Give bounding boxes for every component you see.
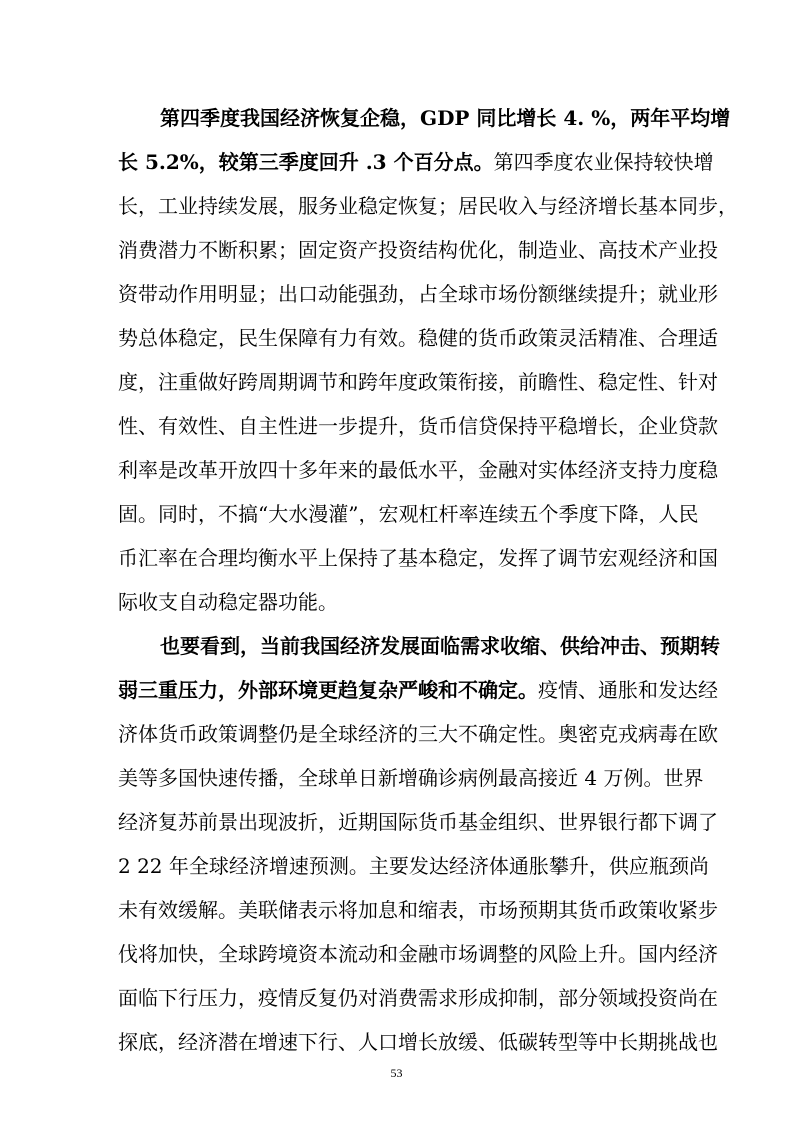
bold-text: 长 5.2%，较第三季度回升 .3 个百分点。 (118, 150, 494, 174)
text-line (118, 370, 718, 394)
body-text: 固。同时，不搞“大水漫灌”，宏观杠杆率连续五个季度下降，人民 (118, 502, 699, 526)
body-text: 美等多国快速传播，全球单日新增确诊病例最高接近 4 万例。世界 (118, 766, 704, 790)
body-text: 消费潜力不断积累；固定资产投资结构优化，制造业、高技术产业投 (118, 238, 718, 262)
text-line (118, 986, 718, 1010)
bold-text: 第四季度我国经济恢复企稳，GDP 同比增长 4. %，两年平均增 (160, 106, 731, 130)
bold-text: 也要看到，当前我国经济发展面临需求收缩、供给冲击、预期转 (160, 634, 720, 658)
text-line (160, 634, 720, 658)
body-text: 济体货币政策调整仍是全球经济的三大不确定性。奥密克戎病毒在欧 (118, 722, 718, 746)
text-line (118, 898, 718, 922)
text-line (118, 678, 718, 702)
body-text: 未有效缓解。美联储表示将加息和缩表，市场预期其货币政策收紧步 (118, 898, 718, 922)
body-text: 资带动作用明显；出口动能强劲，占全球市场份额继续提升；就业形 (118, 282, 718, 306)
body-text: 长，工业持续发展，服务业稳定恢复；居民收入与经济增长基本同步， (118, 194, 738, 218)
page-number: 53 (390, 1066, 403, 1080)
body-text: 第四季度农业保持较快增 (493, 150, 714, 174)
body-text: 经济复苏前景出现波折，近期国际货币基金组织、世界银行都下调了 (118, 810, 718, 834)
text-line (118, 810, 718, 834)
body-text: 币汇率在合理均衡水平上保持了基本稳定，发挥了调节宏观经济和国 (118, 546, 718, 570)
body-text: 疫情、通胀和发达经 (538, 678, 718, 702)
text-line (118, 414, 718, 438)
text-line (118, 326, 718, 350)
body-text: 2 22 年全球经济增速预测。主要发达经济体通胀攀升，供应瓶颈尚 (118, 854, 709, 878)
body-text: 势总体稳定，民生保障有力有效。稳健的货币政策灵活精准、合理适 (118, 326, 718, 350)
text-line (118, 722, 718, 746)
text-line (160, 106, 731, 130)
text-line (118, 854, 709, 878)
body-text: 探底，经济潜在增速下行、人口增长放缓、低碳转型等中长期挑战也 (118, 1030, 718, 1054)
body-text: 伐将加快，全球跨境资本流动和金融市场调整的风险上升。国内经济 (118, 942, 718, 966)
text-line (118, 766, 704, 790)
text-line (118, 1030, 718, 1054)
text-line (118, 282, 718, 306)
text-line (118, 238, 718, 262)
body-text: 利率是改革开放四十多年来的最低水平，金融对实体经济支持力度稳 (118, 458, 718, 482)
body-text: 际收支自动稳定器功能。 (118, 590, 338, 614)
body-text: 面临下行压力，疫情反复仍对消费需求形成抑制，部分领域投资尚在 (118, 986, 718, 1010)
body-text: 度，注重做好跨周期调节和跨年度政策衔接，前瞻性、稳定性、针对 (118, 370, 718, 394)
text-line (118, 458, 718, 482)
text-line (118, 546, 718, 570)
text-line (118, 942, 718, 966)
bold-text: 弱三重压力，外部环境更趋复杂严峻和不确定。 (118, 678, 538, 702)
text-line (118, 502, 699, 526)
text-line (118, 590, 678, 614)
text-line (118, 194, 738, 218)
text-line (118, 150, 714, 174)
body-text: 性、有效性、自主性进一步提升，货币信贷保持平稳增长，企业贷款 (118, 414, 718, 438)
